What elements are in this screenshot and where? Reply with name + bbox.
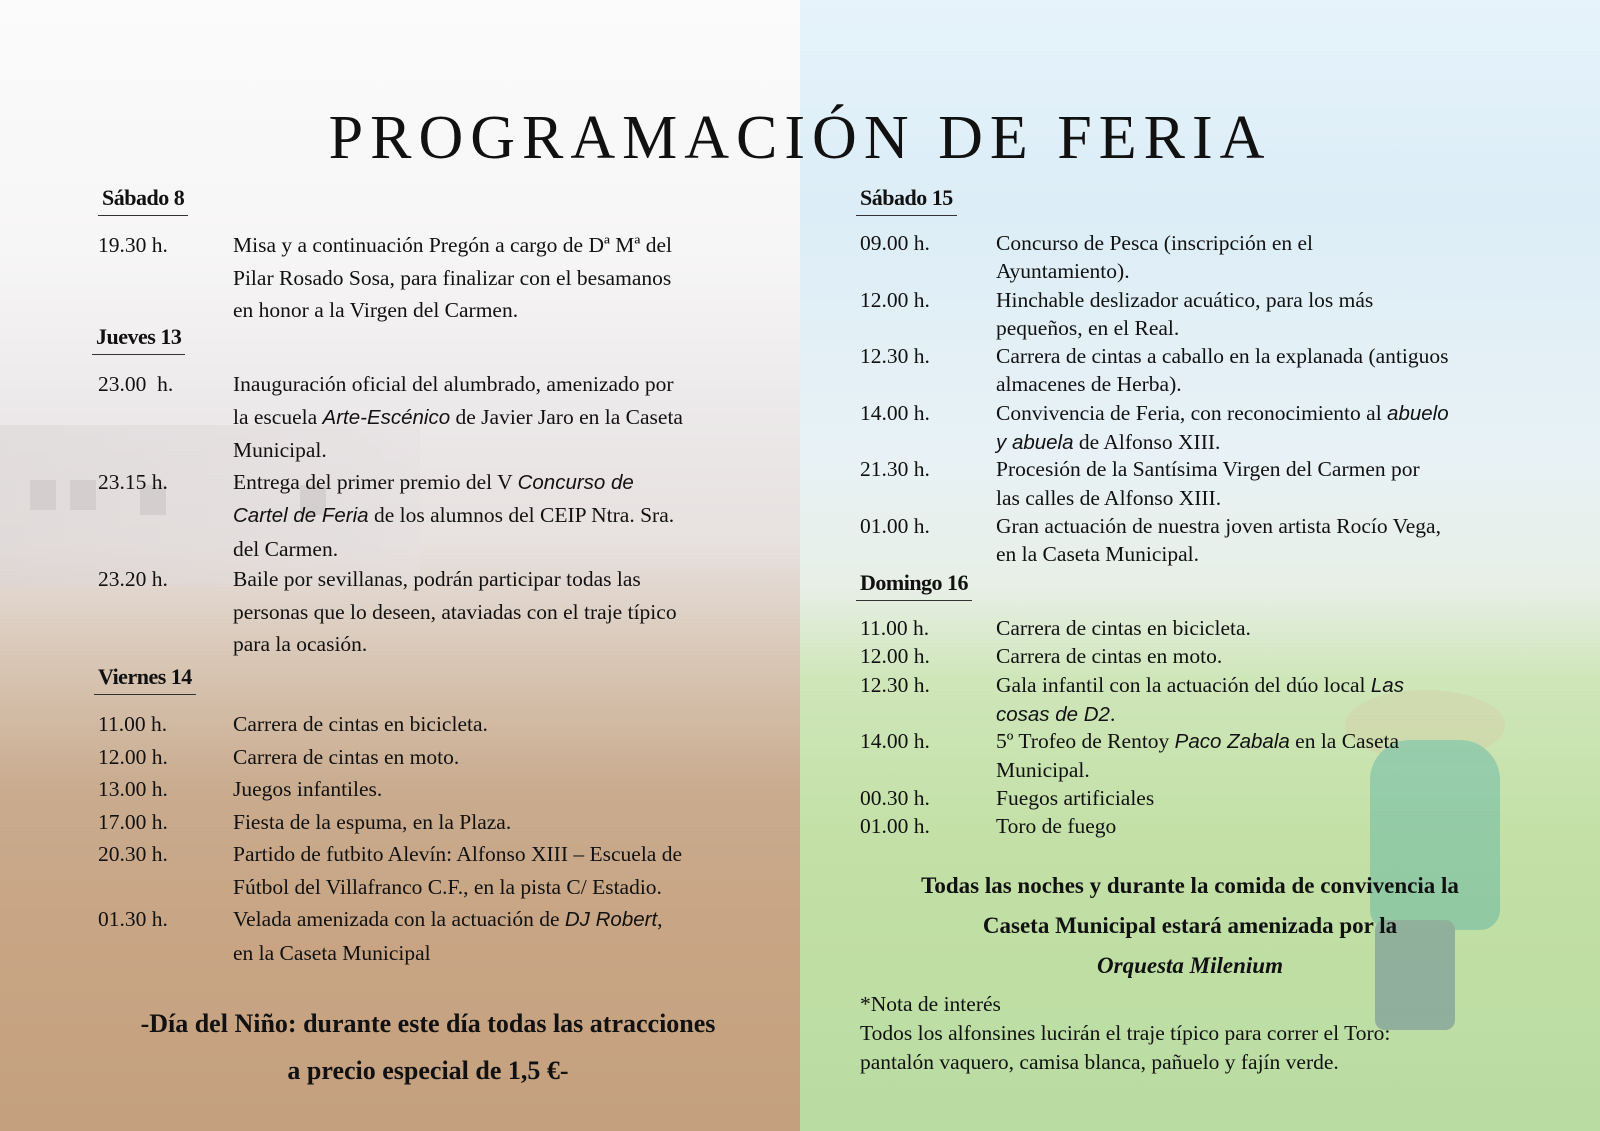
event-line: Municipal. xyxy=(996,758,1090,783)
schedule-item xyxy=(98,741,788,774)
event-line: en la Caseta Municipal xyxy=(233,940,431,965)
event-time: 14.00 h. xyxy=(860,400,930,425)
schedule-item xyxy=(98,838,788,903)
event-line: Entrega del primer premio del V Concurso de xyxy=(233,469,634,494)
nota-line-1: Todos los alfonsines lucirán el traje típico para correr el Toro: xyxy=(860,1021,1391,1045)
event-line: Fuegos artificiales xyxy=(996,785,1155,810)
event-description xyxy=(233,708,788,741)
event-line: 5º Trofeo de Rentoy Paco Zabala en la Caseta xyxy=(996,729,1400,754)
orquesta-line-2: Caseta Municipal estará amenizada por la xyxy=(982,913,1398,938)
event-line: Hinchable deslizador acuático, para los más xyxy=(996,287,1374,312)
event-description xyxy=(996,784,1560,812)
event-description xyxy=(233,368,788,467)
event-line: Misa y a continuación Pregón a cargo de Dª Mª del xyxy=(233,233,672,257)
day-label: Domingo 16 xyxy=(856,570,972,601)
event-time: 14.00 h. xyxy=(860,729,930,754)
event-time: 23.00 h. xyxy=(98,372,174,396)
event-line: Carrera de cintas en moto. xyxy=(233,744,460,769)
event-time: 12.00 h. xyxy=(860,644,930,669)
event-line: pequeños, en el Real. xyxy=(996,315,1180,340)
event-line: Carrera de cintas en bicicleta. xyxy=(996,616,1251,640)
event-line: del Carmen. xyxy=(233,536,339,561)
event-time: 12.00 h. xyxy=(860,287,930,312)
italic-name: abuelo xyxy=(1387,401,1449,425)
event-line: cosas de D2. xyxy=(996,701,1116,726)
event-description xyxy=(233,741,788,774)
day-heading xyxy=(92,324,185,355)
day-heading xyxy=(856,570,972,601)
schedule-item xyxy=(860,727,1560,784)
orquesta-notice xyxy=(860,866,1520,986)
event-line: Gala infantil con la actuación del dúo local Las xyxy=(996,672,1404,697)
schedule-item xyxy=(860,342,1560,399)
event-line: Partido de futbito Alevín: Alfonso XIII – Escuela de xyxy=(233,842,683,866)
schedule-item xyxy=(860,614,1560,642)
event-line: Baile por sevillanas, podrán participar todas las xyxy=(233,567,641,591)
event-line: y abuela de Alfonso XIII. xyxy=(996,430,1221,455)
dia-del-nino-line-1: -Día del Niño: durante este día todas las atracciones xyxy=(140,1009,716,1038)
event-line: para la ocasión. xyxy=(233,632,368,656)
event-line: almacenes de Herba). xyxy=(996,372,1182,397)
event-description xyxy=(996,399,1560,458)
event-line: Municipal. xyxy=(233,438,327,462)
schedule-item xyxy=(98,773,788,806)
event-description xyxy=(996,455,1560,512)
event-line: Toro de fuego xyxy=(996,814,1117,839)
event-time: 09.00 h. xyxy=(860,231,930,255)
schedule-item xyxy=(860,642,1560,670)
event-description xyxy=(996,286,1560,343)
schedule-item xyxy=(860,399,1560,456)
event-line: Carrera de cintas en bicicleta. xyxy=(233,712,488,736)
event-line: Carrera de cintas a caballo en la explanada (antiguos xyxy=(996,344,1449,369)
italic-name: Arte-Escénico xyxy=(322,405,451,429)
event-time: 21.30 h. xyxy=(860,457,930,482)
dia-del-nino-notice xyxy=(98,1000,758,1094)
schedule-item xyxy=(860,812,1560,840)
event-line: Gran actuación de nuestra joven artista Rocío Vega, xyxy=(996,514,1441,538)
event-time: 12.30 h. xyxy=(860,344,930,369)
event-time: 13.00 h. xyxy=(98,777,168,801)
event-line: las calles de Alfonso XIII. xyxy=(996,485,1222,510)
event-description xyxy=(233,466,788,566)
event-line: Inauguración oficial del alumbrado, amenizado por xyxy=(233,372,674,396)
event-line: en honor a la Virgen del Carmen. xyxy=(233,298,519,322)
italic-name: Paco Zabala xyxy=(1174,730,1290,754)
schedule-item xyxy=(860,286,1560,343)
schedule-item xyxy=(98,229,788,327)
event-line: Fútbol del Villafranco C.F., en la pista C/ Estadio. xyxy=(233,874,662,899)
italic-name: Cartel de Feria xyxy=(233,504,369,527)
event-time: 01.00 h. xyxy=(860,814,930,839)
event-time: 01.30 h. xyxy=(98,907,168,931)
event-line: Ayuntamiento). xyxy=(996,259,1130,284)
event-time: 20.30 h. xyxy=(98,842,168,866)
event-line: Concurso de Pesca (inscripción en el xyxy=(996,231,1314,255)
event-line: en la Caseta Municipal. xyxy=(996,542,1199,567)
event-line: Convivencia de Feria, con reconocimiento al abuelo xyxy=(996,400,1449,425)
event-description xyxy=(233,563,788,661)
event-description xyxy=(996,812,1560,840)
event-time: 23.15 h. xyxy=(98,469,168,494)
event-line: personas que lo deseen, ataviadas con el traje típico xyxy=(233,599,677,624)
day-label: Jueves 13 xyxy=(92,324,185,355)
page-title: PROGRAMACIÓN DE FERIA xyxy=(328,104,1272,172)
event-description xyxy=(996,512,1560,569)
event-description xyxy=(996,727,1560,785)
nota-de-interes xyxy=(860,990,1560,1077)
event-line: la escuela Arte-Escénico de Javier Jaro en la Caseta xyxy=(233,404,683,429)
day-label: Sábado 8 xyxy=(98,185,188,216)
event-description xyxy=(996,342,1560,399)
event-line: Pilar Rosado Sosa, para finalizar con el besamanos xyxy=(233,265,672,290)
day-heading xyxy=(98,185,188,216)
event-description xyxy=(996,229,1560,286)
event-time: 01.00 h. xyxy=(860,514,930,538)
event-description xyxy=(233,838,788,903)
orquesta-name: Orquesta Milenium xyxy=(1097,953,1283,978)
event-line: Juegos infantiles. xyxy=(233,777,383,801)
event-description xyxy=(233,229,788,327)
event-time: 12.00 h. xyxy=(98,744,168,769)
schedule-item xyxy=(860,512,1560,569)
event-description xyxy=(996,614,1560,642)
event-time: 12.30 h. xyxy=(860,672,930,697)
schedule-item xyxy=(98,806,788,839)
event-description xyxy=(233,773,788,806)
italic-name: Concurso de xyxy=(517,470,634,494)
schedule-item xyxy=(98,368,788,466)
event-time: 11.00 h. xyxy=(860,616,930,640)
event-time: 23.20 h. xyxy=(98,567,168,591)
italic-name: DJ Robert xyxy=(564,908,658,931)
day-heading xyxy=(94,664,196,695)
orquesta-line-1: Todas las noches y durante la comida de convivencia la xyxy=(921,873,1459,898)
event-line: Fiesta de la espuma, en la Plaza. xyxy=(233,809,512,834)
event-time: 11.00 h. xyxy=(98,712,168,736)
event-line: Velada amenizada con la actuación de DJ Robert, xyxy=(233,907,663,931)
schedule-item xyxy=(98,903,788,968)
schedule-item xyxy=(98,708,788,741)
event-time: 17.00 h. xyxy=(98,809,168,834)
nota-line-2: pantalón vaquero, camisa blanca, pañuelo y fajín verde. xyxy=(860,1050,1339,1074)
event-description xyxy=(233,903,788,969)
schedule-item xyxy=(860,671,1560,728)
day-label: Viernes 14 xyxy=(94,664,196,695)
schedule-item xyxy=(98,466,788,564)
schedule-item xyxy=(98,563,788,661)
event-line: Cartel de Feria de los alumnos del CEIP Ntra. Sra. xyxy=(233,503,675,527)
event-time: 00.30 h. xyxy=(860,785,930,810)
italic-name: cosas de D2 xyxy=(996,702,1110,726)
event-description xyxy=(996,642,1560,670)
event-description xyxy=(233,806,788,839)
day-label: Sábado 15 xyxy=(856,185,957,216)
day-heading xyxy=(856,185,957,216)
nota-heading: *Nota de interés xyxy=(860,992,1001,1016)
italic-name: Las xyxy=(1370,673,1404,697)
schedule-item xyxy=(860,784,1560,812)
italic-name: y abuela xyxy=(996,431,1074,455)
schedule-item xyxy=(860,229,1560,286)
dia-del-nino-line-2: a precio especial de 1,5 €- xyxy=(287,1056,569,1085)
event-line: Procesión de la Santísima Virgen del Carmen por xyxy=(996,457,1420,482)
event-time: 19.30 h. xyxy=(98,233,168,257)
event-line: Carrera de cintas en moto. xyxy=(996,644,1223,669)
schedule-item xyxy=(860,455,1560,512)
event-description xyxy=(996,671,1560,730)
